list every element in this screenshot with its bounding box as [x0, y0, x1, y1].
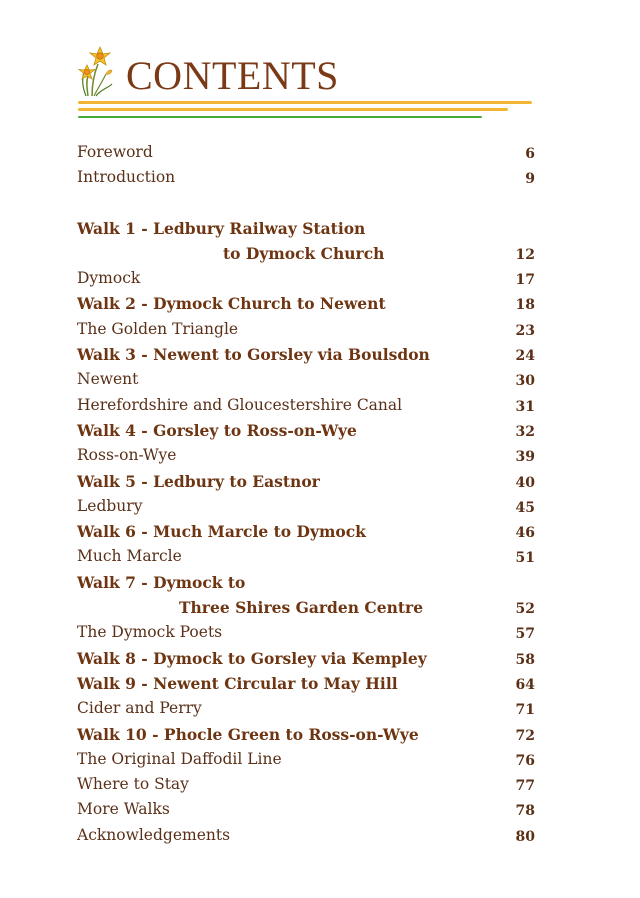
toc-label: The Dymock Poets: [77, 623, 223, 642]
toc-page-number: 78: [515, 803, 535, 820]
toc-page-number: 64: [515, 676, 535, 693]
toc-page-number: 77: [515, 778, 535, 795]
toc-page-number: 45: [515, 499, 535, 516]
toc-page-number: 71: [515, 702, 535, 719]
toc-label: Foreword: [77, 143, 153, 161]
toc-entry-walk6[interactable]: [77, 521, 539, 546]
toc-label: Walk 10 - Phocle Green to Ross-on-Wye: [77, 724, 419, 744]
toc-label: Walk 8 - Dymock to Gorsley via Kempley: [77, 648, 427, 668]
toc-page-number: 51: [515, 550, 535, 567]
toc-label: Acknowledgements: [77, 825, 231, 844]
toc-page-number: 31: [515, 398, 535, 415]
toc-entry-where-to-stay[interactable]: [77, 774, 539, 799]
header-rule-yellow: [78, 101, 532, 104]
toc-entry-walk1-cont[interactable]: [77, 243, 539, 268]
toc-page-number: 17: [515, 272, 535, 289]
toc-label: Dymock: [77, 269, 141, 288]
toc-page-number: 46: [515, 525, 535, 542]
contents-header: [78, 40, 538, 130]
header-rule-yellow-2: [78, 108, 508, 111]
toc-entry-walk9[interactable]: [77, 673, 539, 698]
toc-label: Introduction: [77, 168, 176, 187]
toc-page-number: 23: [515, 322, 535, 339]
toc-page-number: 32: [515, 423, 535, 440]
toc-entry-golden-triangle[interactable]: [77, 319, 539, 344]
daffodil-icon: [78, 44, 118, 98]
toc-page-number: 39: [515, 449, 535, 466]
toc-page-number: 12: [515, 246, 535, 263]
toc-page-number: 6: [525, 146, 535, 162]
toc-page-number: 52: [515, 601, 535, 618]
toc-label: More Walks: [77, 800, 170, 819]
toc-page-number: 57: [515, 626, 535, 643]
toc-page-number: 80: [515, 828, 535, 845]
toc-entry-walk8[interactable]: [77, 648, 539, 673]
toc-entry-ledbury[interactable]: [77, 496, 539, 521]
toc-label: Walk 9 - Newent Circular to May Hill: [77, 673, 398, 693]
toc-page-number: 76: [515, 752, 535, 769]
toc-entry-walk1[interactable]: [77, 218, 539, 243]
toc-entry-walk3[interactable]: [77, 344, 539, 369]
toc-page-number: 58: [515, 651, 535, 668]
toc-label: Walk 2 - Dymock Church to Newent: [77, 294, 386, 314]
toc-entry-ross[interactable]: [77, 445, 539, 470]
toc-label: Where to Stay: [77, 775, 189, 794]
toc-page-number: 9: [525, 171, 535, 188]
toc-entry-much-marcle[interactable]: [77, 546, 539, 571]
toc-label: Newent: [77, 370, 139, 389]
toc-entry-acknowledgements[interactable]: [77, 825, 539, 850]
toc-label: Cider and Perry: [77, 699, 202, 718]
toc-label: Walk 5 - Ledbury to Eastnor: [77, 471, 320, 491]
header-rule-green: [78, 116, 482, 118]
toc-label: Herefordshire and Gloucestershire Canal: [77, 395, 403, 414]
toc-entry-walk4[interactable]: [77, 420, 539, 445]
toc-entry-walk7-cont[interactable]: [77, 597, 539, 622]
toc-entry-cider[interactable]: [77, 698, 539, 723]
toc-entry-dymock-poets[interactable]: [77, 622, 539, 647]
toc-entry-daffodil-line[interactable]: [77, 749, 539, 774]
toc-page-number: 18: [515, 297, 535, 314]
toc-entry-walk10[interactable]: [77, 724, 539, 749]
toc-entry-canal[interactable]: [77, 395, 539, 420]
toc-entry-newent[interactable]: [77, 369, 539, 394]
toc-entry-introduction[interactable]: [77, 167, 539, 192]
toc-page-number: 24: [515, 348, 535, 365]
toc-label: to Dymock Church: [223, 243, 385, 263]
toc-entry-walk2[interactable]: [77, 293, 539, 318]
toc-entry-walk7[interactable]: [77, 572, 539, 597]
toc-label: Three Shires Garden Centre: [179, 598, 424, 618]
toc-label: Ross-on-Wye: [77, 446, 177, 465]
toc-spacer: [77, 193, 539, 218]
toc-label: Walk 4 - Gorsley to Ross-on-Wye: [77, 420, 357, 440]
toc-page-number: 30: [515, 373, 535, 390]
toc-label: The Original Daffodil Line: [77, 749, 282, 768]
toc-entry-more-walks[interactable]: [77, 799, 539, 824]
toc-entry-walk5[interactable]: [77, 471, 539, 496]
toc-page-number: 40: [515, 474, 535, 491]
toc-label: Much Marcle: [77, 547, 182, 566]
toc-label: Walk 1 - Ledbury Railway Station: [77, 218, 366, 238]
toc-label: Walk 6 - Much Marcle to Dymock: [77, 522, 366, 542]
toc-label: Walk 3 - Newent to Gorsley via Boulsdon: [77, 345, 430, 365]
toc-page-number: 72: [515, 727, 535, 744]
toc-label: The Golden Triangle: [77, 319, 239, 338]
table-of-contents: [77, 142, 539, 850]
page-title: CONTENTS: [126, 53, 339, 98]
toc-entry-foreword[interactable]: [77, 142, 539, 167]
toc-entry-dymock[interactable]: [77, 268, 539, 293]
toc-label: Walk 7 - Dymock to: [77, 572, 246, 592]
toc-label: Ledbury: [77, 496, 143, 515]
